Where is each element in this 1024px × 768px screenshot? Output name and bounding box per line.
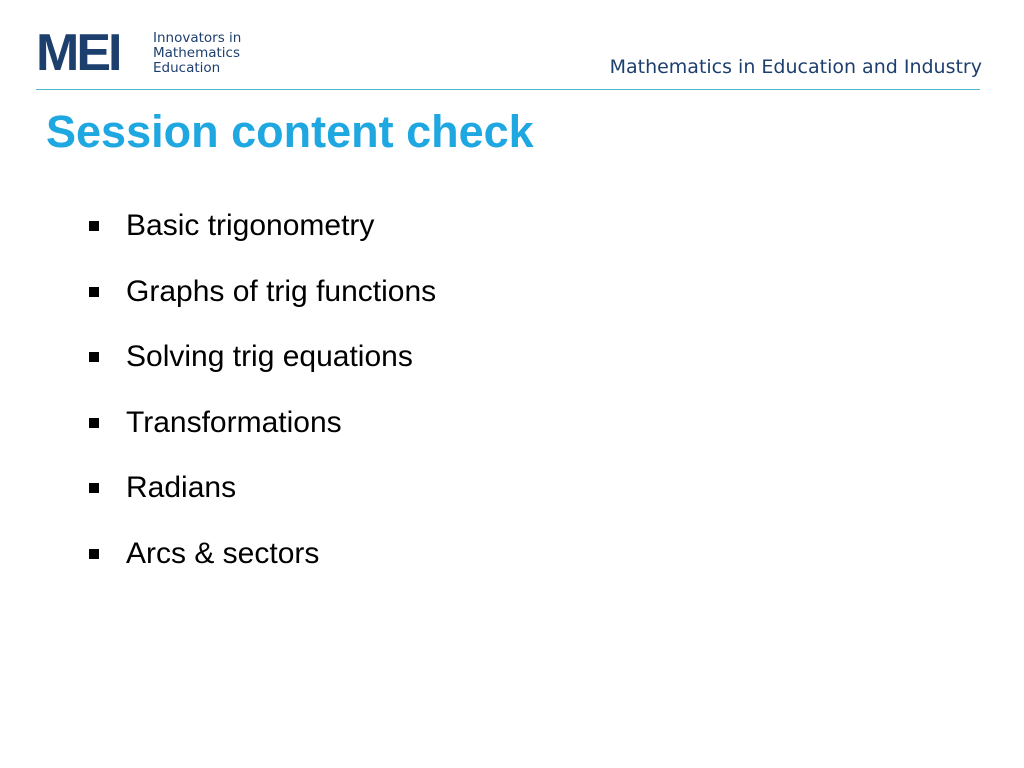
logo-line: Innovators in [153, 30, 242, 46]
square-bullet-icon [89, 483, 99, 493]
header-divider [36, 89, 980, 90]
logo-mark: MEI [36, 24, 120, 82]
square-bullet-icon [89, 287, 99, 297]
tagline: Mathematics in Education and Industry [609, 56, 982, 78]
bullet-text: Arcs & sectors [126, 536, 320, 570]
bullet-text: Solving trig equations [126, 340, 413, 373]
square-bullet-icon [89, 221, 99, 231]
bullet-text: Basic trigonometry [126, 209, 375, 242]
square-bullet-icon [89, 549, 99, 559]
logo-line: Mathematics [153, 45, 240, 61]
slide-title: Session content check [46, 106, 534, 157]
square-bullet-icon [89, 352, 99, 362]
logo-line: Education [153, 60, 221, 76]
logo-text [153, 31, 241, 76]
bullet-text: Transformations [126, 405, 342, 439]
mei-logo [36, 24, 276, 82]
bullet-text: Graphs of trig functions [126, 274, 437, 308]
bullet-text: Radians [126, 471, 237, 504]
square-bullet-icon [89, 418, 99, 428]
slide-header [0, 0, 1024, 92]
